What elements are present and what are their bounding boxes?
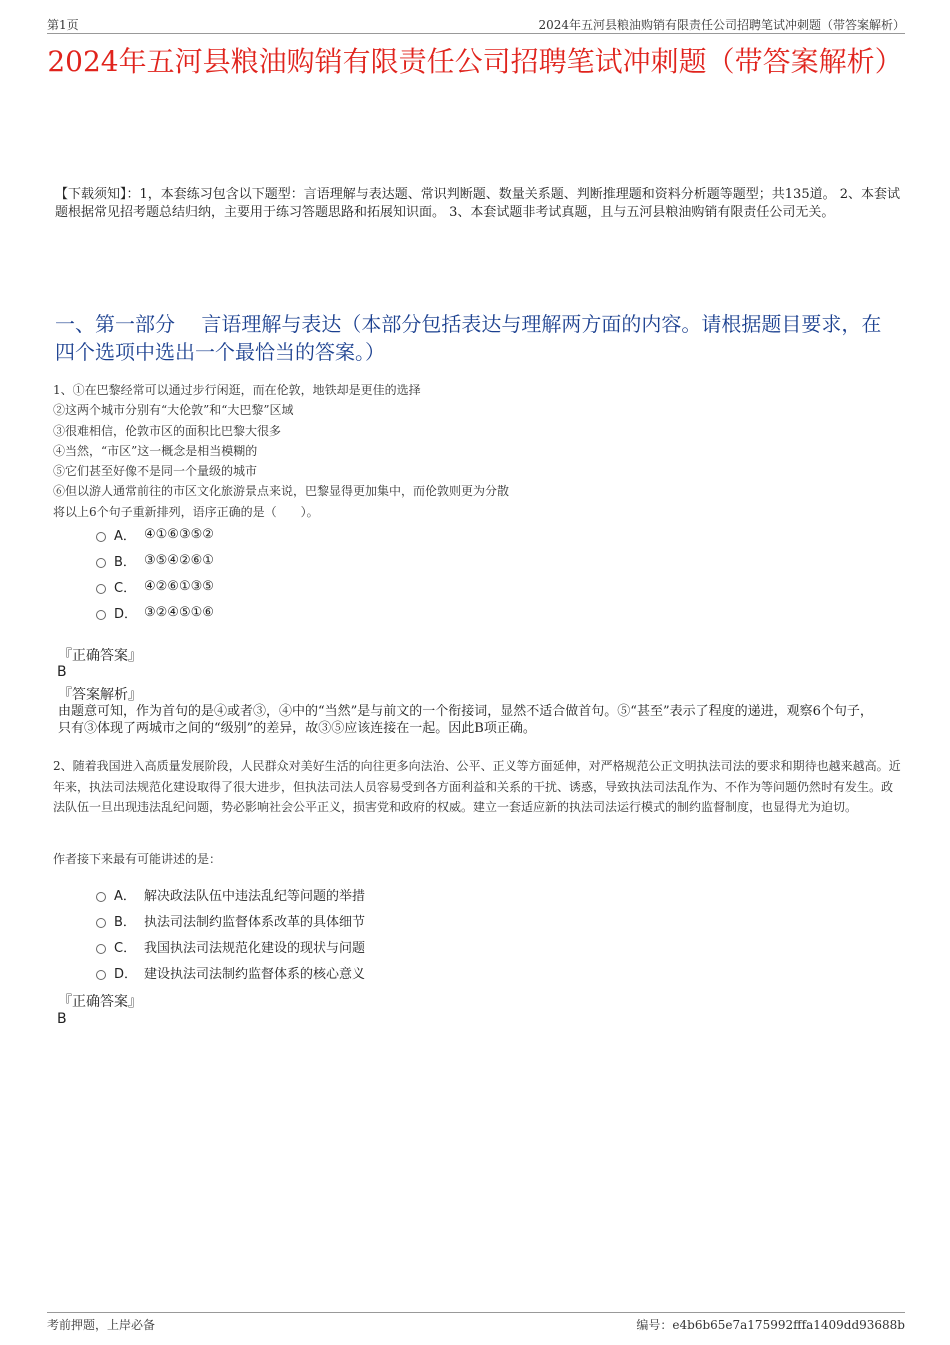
question-2-prompt: 作者接下来最有可能讲述的是： — [53, 852, 222, 866]
option-letter: C． — [114, 940, 137, 956]
radio-icon[interactable] — [96, 970, 106, 980]
option-text: ③⑤④②⑥① — [144, 552, 214, 568]
q2-answer: B — [57, 1011, 67, 1027]
download-notice: 【下载须知】：1，本套练习包含以下题型：言语理解与表达题、常识判断题、数量关系题、判断推理题和资料分析题等题型；共135道。 2、本套试题根据常见招考题总结归纳，主要用于练习答题思路和拓展知识面。 3、本套试题非考试真题，且与五河县粮油购销有限责任公司无关。 — [55, 187, 900, 220]
footer-slogan: 考前押题，上岸必备 — [47, 1318, 156, 1332]
radio-icon[interactable] — [96, 558, 106, 568]
radio-icon[interactable] — [96, 918, 106, 928]
option-text: 执法司法制约监督体系改革的具体细节 — [144, 914, 366, 930]
radio-icon[interactable] — [96, 944, 106, 954]
q1-line: 将以上6个句子重新排列，语序正确的是（ ）。 — [53, 504, 319, 519]
footer-doc-id: 编号：e4b6b65e7a175992fffa1409dd93688b — [636, 1318, 905, 1332]
option-letter: A． — [114, 888, 136, 904]
radio-icon[interactable] — [96, 584, 106, 594]
q2-option-b[interactable] — [96, 907, 365, 933]
q1-answer-label: 『正确答案』 — [58, 648, 142, 664]
page-header — [47, 14, 905, 34]
page-number: 第1页 — [47, 18, 79, 32]
radio-icon[interactable] — [96, 532, 106, 542]
option-text: 我国执法司法规范化建设的现状与问题 — [144, 940, 366, 956]
q2-option-a[interactable] — [96, 881, 365, 907]
q1-analysis-label: 『答案解析』 — [58, 687, 142, 703]
q1-line: ④当然，“市区”这一概念是相当模糊的 — [53, 443, 258, 458]
question-2-stem: 2、随着我国进入高质量发展阶段，人民群众对美好生活的向往更多向法治、公平、正义等方面延伸，对严格规范公正文明执法司法的要求和期待也越来越高。近年来，执法司法规范化建设取得了很大进步，但执法司法人员容易受到各方面利益和关系的干扰、诱惑，导致执法司法乱作为、不作为等问题仍然时有发生。政法队伍一旦出现违法乱纪问题，势必影响社会公平正义，损害党和政府的权威。建立一套适应新的执法司法运行模式的制约监督制度，也显得尤为迫切。 — [53, 759, 901, 814]
q1-line: 1、①在巴黎经常可以通过步行闲逛，而在伦敦，地铁却是更佳的选择 — [53, 383, 421, 397]
q1-line: ③很难相信，伦敦市区的面积比巴黎大很多 — [53, 423, 282, 438]
option-text: 建设执法司法制约监督体系的核心意义 — [144, 966, 366, 982]
q1-option-a[interactable] — [96, 521, 214, 547]
q1-option-d[interactable] — [96, 599, 214, 625]
option-letter: D． — [114, 606, 138, 622]
q1-answer: B — [57, 664, 67, 680]
document-title: 2024年五河县粮油购销有限责任公司招聘笔试冲刺题（带答案解析） — [47, 45, 903, 78]
option-letter: D． — [114, 966, 138, 982]
q2-option-d[interactable] — [96, 959, 365, 985]
page-footer — [47, 1312, 905, 1333]
header-doc-title: 2024年五河县粮油购销有限责任公司招聘笔试冲刺题（带答案解析） — [538, 18, 905, 32]
option-letter: B． — [114, 914, 136, 930]
question-1-stem — [53, 380, 900, 522]
q2-option-c[interactable] — [96, 933, 365, 959]
option-letter: C． — [114, 580, 137, 596]
option-text: ④①⑥③⑤② — [144, 526, 214, 542]
q1-option-c[interactable] — [96, 573, 214, 599]
q1-line: ②这两个城市分别有“大伦敦”和“大巴黎”区域 — [53, 403, 294, 418]
radio-icon[interactable] — [96, 892, 106, 902]
option-text: 解决政法队伍中违法乱纪等问题的举措 — [144, 888, 366, 904]
option-letter: A． — [114, 528, 136, 544]
q1-option-b[interactable] — [96, 547, 214, 573]
q1-line: ⑤它们甚至好像不是同一个量级的城市 — [53, 464, 258, 479]
option-letter: B． — [114, 554, 136, 570]
section-title: 一、第一部分 言语理解与表达（本部分包括表达与理解两方面的内容。请根据题目要求，在四个选项中选出一个最恰当的答案。） — [55, 312, 882, 364]
option-text: ④②⑥①③⑤ — [144, 578, 214, 594]
q2-answer-label: 『正确答案』 — [58, 994, 142, 1010]
option-text: ③②④⑤①⑥ — [144, 604, 214, 620]
q1-analysis: 由题意可知，作为首句的是④或者③，④中的“当然”是与前文的一个衔接词，显然不适合做首句。⑤“甚至”表示了程度的递进，观察6个句子，只有③体现了两城市之间的“级别”的差异，故③⑤应该连接在一起。因此B项正确。 — [58, 704, 873, 736]
question-1-options — [96, 521, 214, 625]
q1-line: ⑥但以游人通常前往的市区文化旅游景点来说，巴黎显得更加集中，而伦敦则更为分散 — [53, 484, 510, 499]
radio-icon[interactable] — [96, 610, 106, 620]
question-2-options — [96, 881, 365, 985]
